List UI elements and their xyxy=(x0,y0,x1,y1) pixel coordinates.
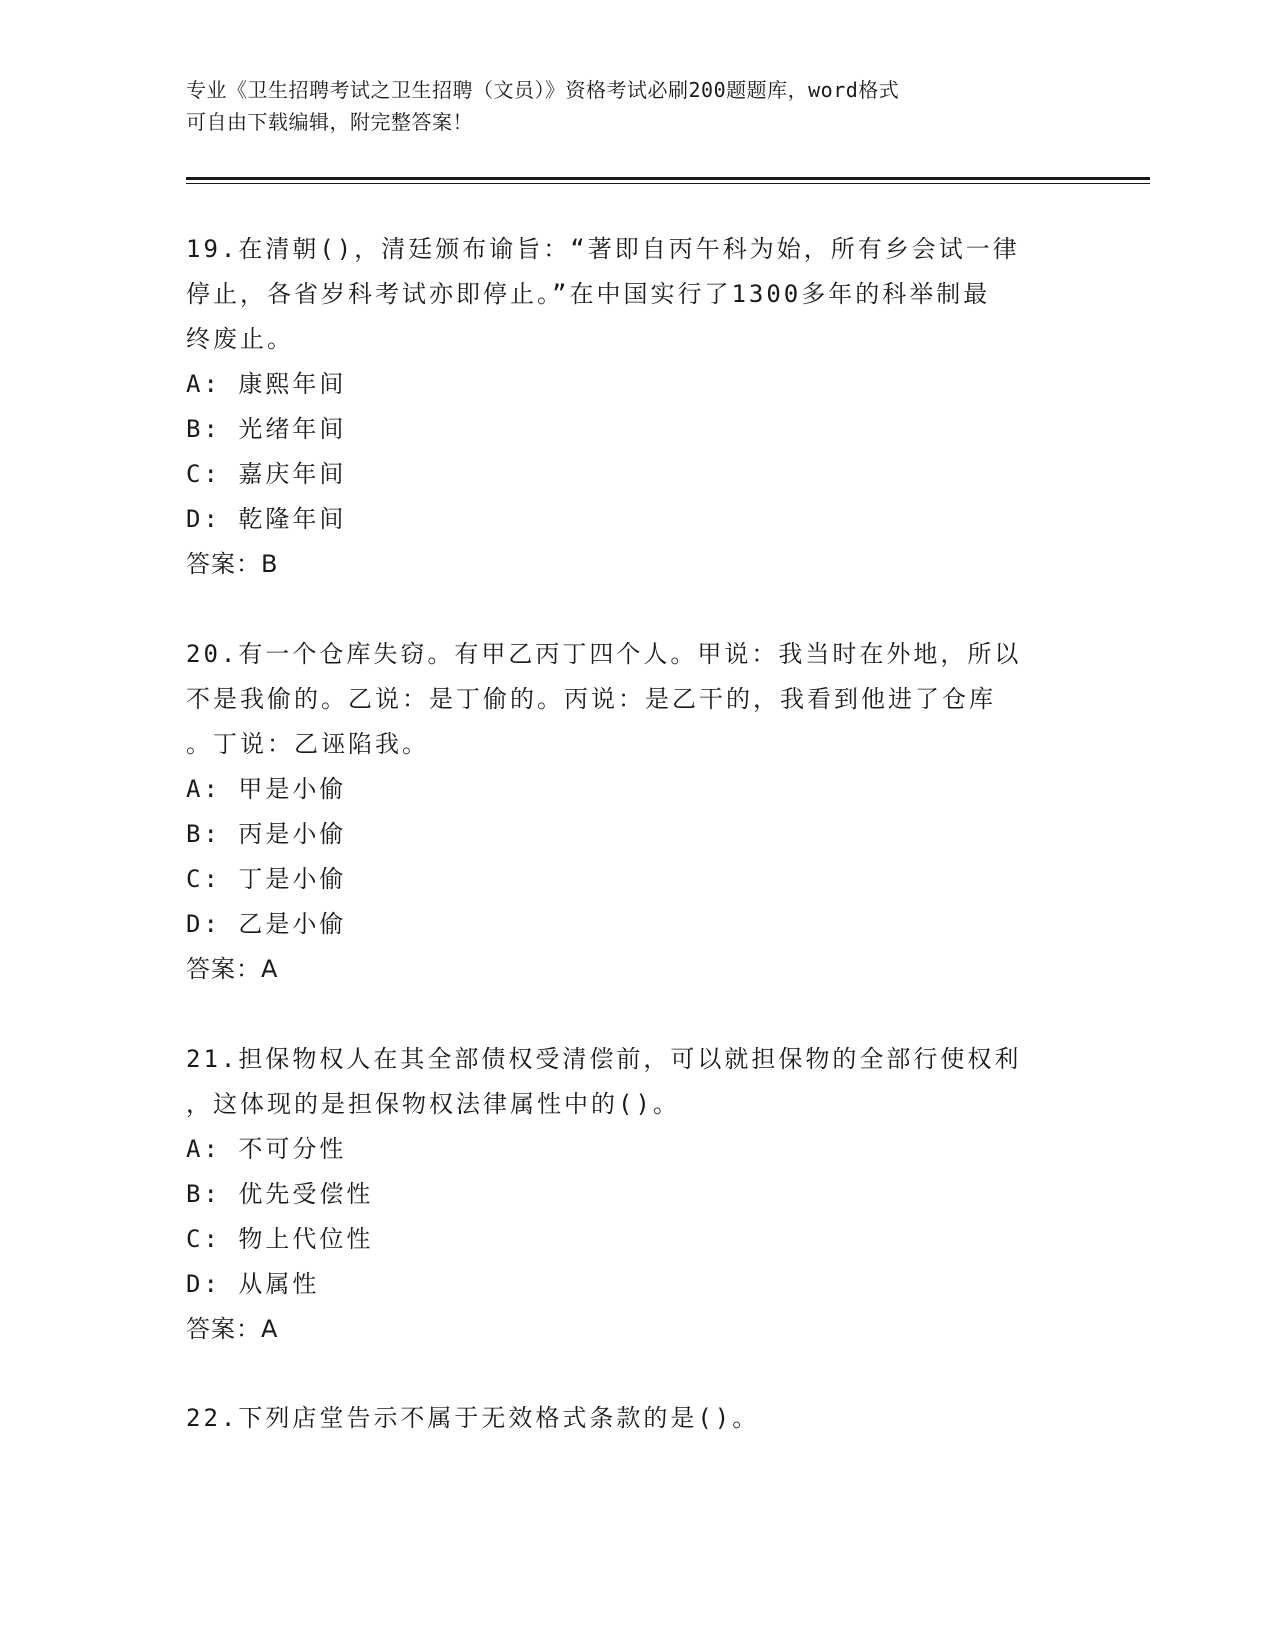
option-b: B: 优先受偿性 xyxy=(186,1180,374,1208)
header-divider-thin xyxy=(186,183,1150,184)
header-line-1: 专业《卫生招聘考试之卫生招聘（文员）》资格考试必刷200题题库，word格式 xyxy=(186,78,900,102)
question-text-line: 20.有一个仓库失窃。有甲乙丙丁四个人。甲说：我当时在外地，所以 xyxy=(186,640,1022,668)
answer-line: 答案：A xyxy=(186,955,279,983)
question-21 xyxy=(186,1037,1086,1352)
question-text-line: 21.担保物权人在其全部债权受清偿前，可以就担保物的全部行使权利 xyxy=(186,1045,1022,1073)
question-text-line: 22.下列店堂告示不属于无效格式条款的是()。 xyxy=(186,1404,760,1432)
option-c: C: 物上代位性 xyxy=(186,1225,374,1253)
document-header xyxy=(186,74,1086,138)
question-19 xyxy=(186,227,1086,587)
answer-line: 答案：B xyxy=(186,550,279,578)
option-d: D: 从属性 xyxy=(186,1270,320,1298)
question-20 xyxy=(186,632,1086,992)
option-a: A: 不可分性 xyxy=(186,1135,347,1163)
option-c: C: 嘉庆年间 xyxy=(186,460,347,488)
question-text-line: 19.在清朝()，清廷颁布谕旨：“著即自丙午科为始，所有乡会试一律 xyxy=(186,235,1020,263)
question-text-line: 。丁说：乙诬陷我。 xyxy=(186,730,429,758)
option-b: B: 光绪年间 xyxy=(186,415,347,443)
option-b: B: 丙是小偷 xyxy=(186,820,347,848)
option-d: D: 乾隆年间 xyxy=(186,505,347,533)
option-a: A: 甲是小偷 xyxy=(186,775,347,803)
option-d: D: 乙是小偷 xyxy=(186,910,347,938)
answer-line: 答案：A xyxy=(186,1315,279,1343)
question-text-line: 停止，各省岁科考试亦即停止。”在中国实行了1300多年的科举制最 xyxy=(186,280,991,308)
question-22 xyxy=(186,1396,1086,1441)
option-a: A: 康熙年间 xyxy=(186,370,347,398)
question-text-line: 终废止。 xyxy=(186,325,294,353)
header-line-2: 可自由下载编辑，附完整答案！ xyxy=(186,110,473,134)
question-text-line: 不是我偷的。乙说：是丁偷的。丙说：是乙干的，我看到他进了仓库 xyxy=(186,685,996,713)
header-divider-thick xyxy=(186,177,1150,180)
option-c: C: 丁是小偷 xyxy=(186,865,347,893)
question-text-line: ，这体现的是担保物权法律属性中的()。 xyxy=(186,1090,680,1118)
